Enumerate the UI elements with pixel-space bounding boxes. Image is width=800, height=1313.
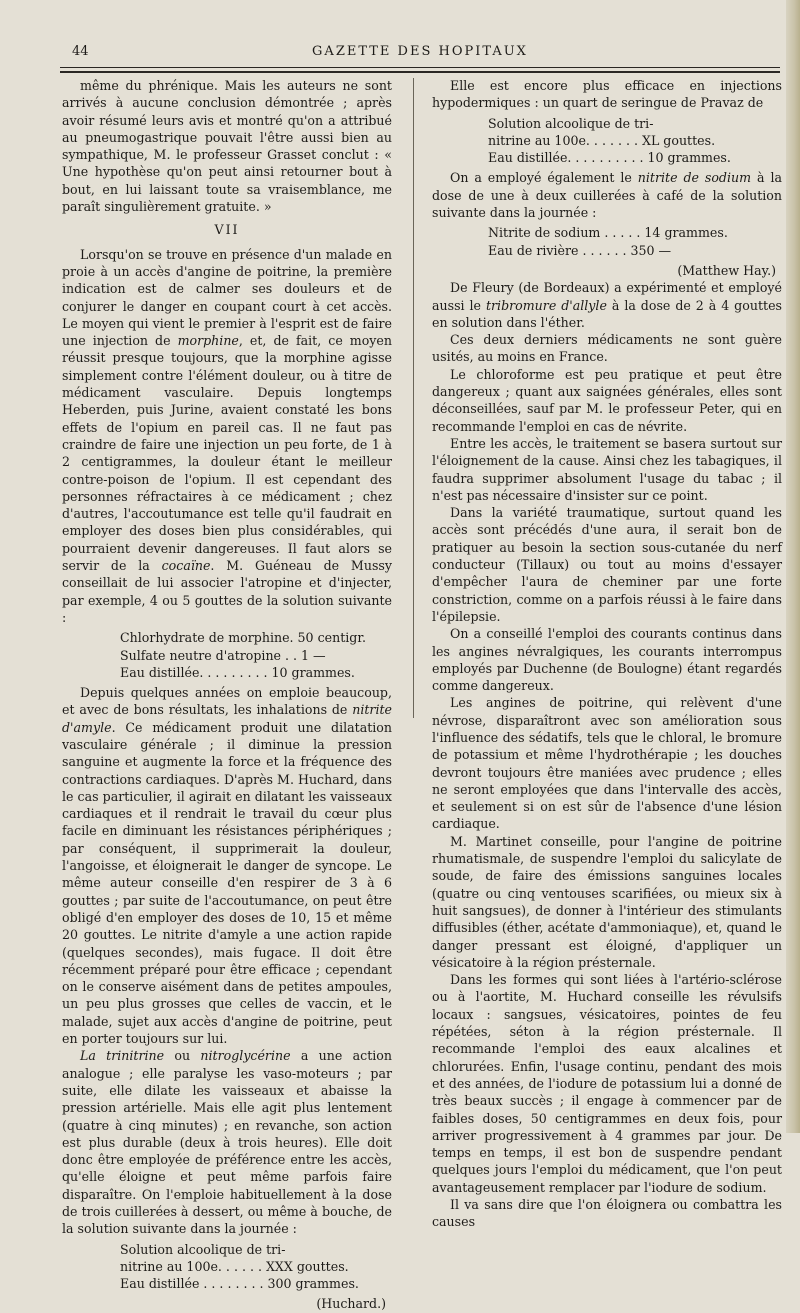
section-heading: VII [214,222,240,238]
emphasis: tribromure d'allyle [485,297,607,313]
emphasis: nitrite d'amyle [62,702,392,735]
prescription-line: Nitrite de sodium . . . . . 14 grammes. [488,225,728,241]
paragraph: Entre les accès, le traitement se basera surtout sur l'éloignement de la cause. Ainsi chez les tabagiques, il faudra supprimer absolument l'usage du tabac ; il n'est pas nécessaire d'insister sur ce point. [432,435,782,503]
paragraph: même du phrénique. Mais les auteurs ne sont arrivés à aucune conclusion démontrée ; après avoir résumé leurs avis et montré qu'on a attribué au pneumogastrique pouvait l'être aussi bien au sympathique, M. le professeur Grasset conclut : « Une hypothèse qu'on peut ainsi retourner bout à bout, en lui laissant toute sa vraisemblance, me paraît singulièrement gratuite. » [62,78,392,215]
paragraph: Depuis quelques années on emploie beaucoup, et avec de bons résultats, les inhalations de nitrite d'amyle. Ce médicament produit une dilatation vasculaire générale ; il diminue la pression sanguine et augmente la force et la fréquence des contractions cardiaques. D'après M. Huchard, dans le cas particulier, il agirait en dilatant les vaisseaux cardiaques et il rendrait le travail du cœur plus facile en diminuant les résistances périphériques ; par conséquent, il supprimerait la douleur, l'angoisse, et éloignerait le danger de syncope. Le même auteur conseille d'en respirer de 3 à 6 gouttes ; par suite de l'accoutumance, on peut être obligé d'en employer des doses de 10, 15 et même 20 gouttes. Le nitrite d'amyle a une action rapide (quelques secondes), mais fugace. Il doit être récemment préparé pour être efficace ; cependant on le conserve aisément dans de petites ampoules, un peu plus grosses que celles de vaccin, et le malade, sujet aux accès d'angine de poitrine, peut en porter toujours sur lui. [62,685,392,1047]
emphasis: morphine [177,333,239,349]
paragraph: On a employé également le nitrite de sodium à la dose de une à deux cuillerées à café de la solution suivante dans la journée : [432,170,782,221]
paragraph: Lorsqu'on se trouve en présence d'un malade en proie à un accès d'angine de poitrine, la première indication est de calmer ses douleurs et de conjurer le danger en coupant court à cet accès. Le moyen qui vient le premier à l'esprit est de faire une injection de morphine, et, de fait, ce moyen réussit presque toujours, que la morphine agisse simplement contre l'élément douleur, ou à titre de médicament vasculaire. Depuis longtemps Heberden, puis Jurine, avaient constaté les bons effets de l'opium en pareil cas. Il ne faut pas craindre de faire une injection un peu forte, de 1 à 2 centigrammes, la douleur étant le meilleur contre-poison de l'opium. Il est cependant des personnes réfractaires à ce médicament ; chez d'autres, l'accoutumance est telle qu'il faudrait en employer des doses bien plus considérables, qui pourraient devenir dangereuses. Il faut alors se servir de la cocaïne. M. Guéneau de Mussy conseillait de lui associer l'atropine et d'injecter, par exemple, 4 ou 5 gouttes de la solution suivante : [62,246,392,625]
paragraph: Les angines de poitrine, qui relèvent d'une névrose, disparaîtront avec son amélioration sous l'influence des sédatifs, tels que le chloral, le bromure de potassium et même l'hydrothérapie ; les douches devront toujours être maniées avec prudence ; elles ne seront employées que dans l'intervalle des accès, et seulement si on est sûr de l'absence d'une lésion cardiaque. [432,695,782,832]
emphasis: nitrite de sodium [637,170,752,186]
paragraph: Dans les formes qui sont liées à l'artério-sclérose ou à l'aortite, M. Huchard conseille les révulsifs locaux : sangsues, vésicatoires, pointes de feu répétées, séton à la région présternale. Il recommande l'emploi des eaux alcalines et chlorurées. Enfin, l'usage continu, pendant des mois et des années, de l'iodure de potassium lui a donné de très beaux succès ; il engage à commencer par de faibles doses, 50 centigrammes en deux fois, pour arriver progressivement à 4 grammes par jour. De temps en temps, il est bon de suspendre pendant quelques jours l'emploi du médicament, que l'on peut avantageusement remplacer par l'iodure de sodium. [432,972,782,1195]
column-divider [413,78,414,718]
left-column [62,77,392,1313]
prescription-line: nitrine au 100e. . . . . . . XL gouttes. [488,132,716,148]
prescription-line: Eau distillée. . . . . . . . . 10 grammes. [120,664,355,680]
prescription [120,629,392,681]
prescription-line: Eau distillée. . . . . . . . . . 10 grammes. [488,150,731,166]
paragraph: Dans la variété traumatique, surtout quand les accès sont précédés d'une aura, il serait bon de pratiquer au besoin la section sous-cutanée du nerf conducteur (Tillaux) ou tout au moins d'essayer d'empêcher l'aura de cheminer par une forte constriction, comme on a parfois réussi à le faire dans l'épilepsie. [432,505,782,624]
prescription-line: nitrine au 100e. . . . . . XXX gouttes. [120,1258,349,1274]
prescription-line: Eau de rivière . . . . . . 350 — [488,242,672,258]
prescription-line: Solution alcoolique de tri- [488,115,654,131]
emphasis: cocaïne [161,558,211,574]
paragraph: La trinitrine ou nitroglycérine a une action analogue ; elle paralyse les vaso-moteurs ; par suite, elle dilate les vaisseaux et abaisse la pression artérielle. Mais elle agit plus lentement (quatre à cinq minutes) ; en revanche, son action est plus durable (deux à trois heures). Elle doit donc être employée de préférence entre les accès, qu'elle éloigne et peut même parfois faire disparaître. On l'emploie habituellement à la dose de trois cuillerées à dessert, ou même à bouche, de la solution suivante dans la journée : [62,1048,392,1237]
right-column [432,77,782,1231]
paragraph: On a conseillé l'emploi des courants continus dans les angines névralgiques, les courants interrompus employés par Duchenne (de Boulogne) étant regardés comme dangereux. [432,626,782,694]
journal-title: GAZETTE DES HOPITAUX [312,44,528,59]
paragraph: Ces deux derniers médicaments ne sont guère usités, au moins en France. [432,332,782,365]
paragraph: M. Martinet conseille, pour l'angine de poitrine rhumatismale, de suspendre l'emploi du salicylate de soude, de faire des émissions sanguines locales (quatre ou cinq ventouses scarifiées, ou mieux six à huit sangsues), de donner à l'intérieur des stimulants diffusibles (éther, acétate d'ammoniaque), et, quand le danger pressant est éloigné, d'appliquer un vésicatoire à la région présternale. [432,833,782,970]
page-number: 44 [72,44,89,59]
paragraph: Le chloroforme est peu pratique et peut être dangereux ; quant aux saignées générales, elles sont déconseillées, sauf par M. le professeur Peter, qui en recommande l'emploi en cas de névrite. [432,366,782,434]
prescription [488,224,782,259]
paragraph: Il va sans dire que l'on éloignera ou combattra les causes [432,1197,782,1230]
paragraph: Elle est encore plus efficace en injections hypodermiques : un quart de seringue de Pravaz de [432,78,782,111]
prescription-line: Sulfate neutre d'atropine . . 1 — [120,647,326,663]
emphasis: nitroglycérine [200,1048,291,1064]
prescription [488,115,782,167]
citation: (Matthew Hay.) [677,262,776,278]
prescription-line: Solution alcoolique de tri- [120,1241,286,1257]
prescription-line: Chlorhydrate de morphine. 50 centigr. [120,630,366,646]
header-rule-thick [60,71,780,73]
citation: (Huchard.) [316,1296,386,1312]
paragraph: De Fleury (de Bordeaux) a expérimenté et employé aussi le tribromure d'allyle à la dose de 2 à 4 gouttes en solution dans l'éther. [432,280,782,330]
prescription-line: Eau distillée . . . . . . . . 300 grammes. [120,1276,359,1292]
prescription [120,1241,392,1293]
running-header [60,44,780,62]
emphasis: La trinitrine [80,1048,165,1064]
page-edge [786,0,800,1133]
header-rule-thin [60,67,780,68]
